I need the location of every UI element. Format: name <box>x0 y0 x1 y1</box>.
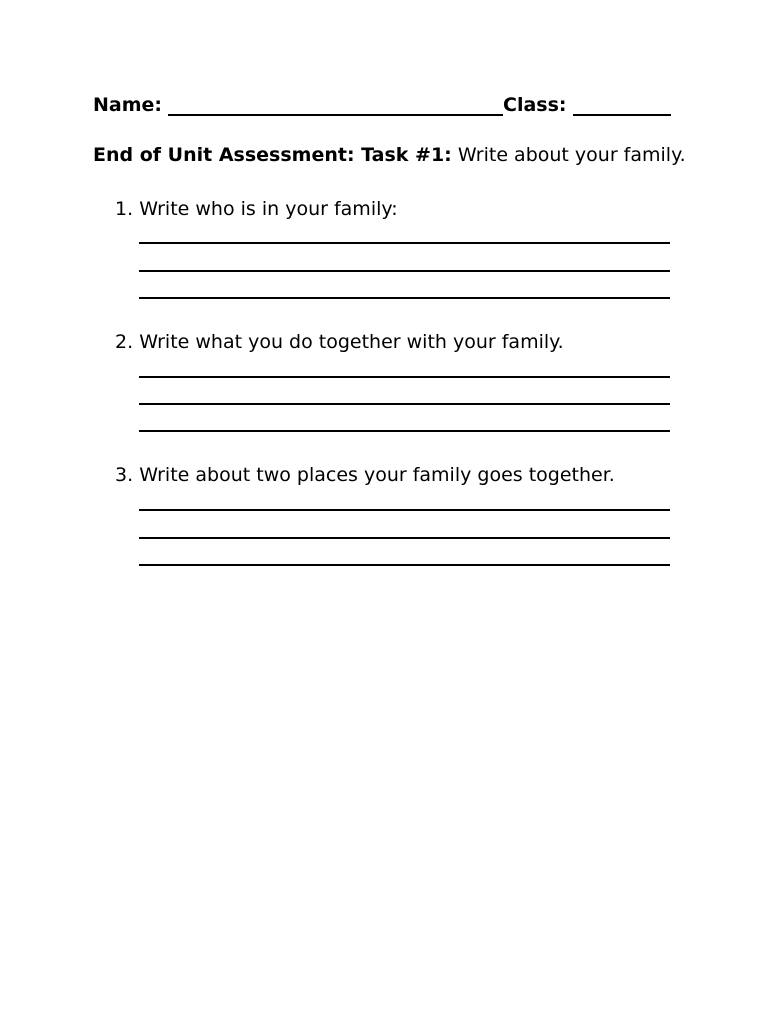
name-field[interactable] <box>168 94 503 116</box>
answer-line-2-2[interactable] <box>139 403 670 405</box>
question-text: Write about two places your family goes together. <box>139 464 615 486</box>
answer-line-3-1[interactable] <box>139 509 670 511</box>
answer-line-1-1[interactable] <box>139 242 670 244</box>
task-instruction: Write about your family. <box>457 144 686 166</box>
answer-line-2-1[interactable] <box>139 376 670 378</box>
question-number: 3. <box>115 464 134 486</box>
question-text: Write what you do together with your family. <box>139 331 564 353</box>
question-3 <box>115 463 695 487</box>
answer-line-1-3[interactable] <box>139 297 670 299</box>
question-number: 2. <box>115 331 134 353</box>
task-heading <box>93 143 693 167</box>
answer-line-3-2[interactable] <box>139 537 670 539</box>
answer-line-3-3[interactable] <box>139 564 670 566</box>
question-text: Write who is in your family: <box>139 198 398 220</box>
name-label: Name: <box>93 94 163 116</box>
class-field[interactable] <box>573 94 671 116</box>
class-label: Class: <box>503 94 567 116</box>
question-1 <box>115 197 695 221</box>
task-title: End of Unit Assessment: Task #1: <box>93 144 452 166</box>
answer-line-1-2[interactable] <box>139 270 670 272</box>
question-number: 1. <box>115 198 134 220</box>
answer-line-2-3[interactable] <box>139 430 670 432</box>
header-row <box>93 88 671 116</box>
question-2 <box>115 330 695 354</box>
